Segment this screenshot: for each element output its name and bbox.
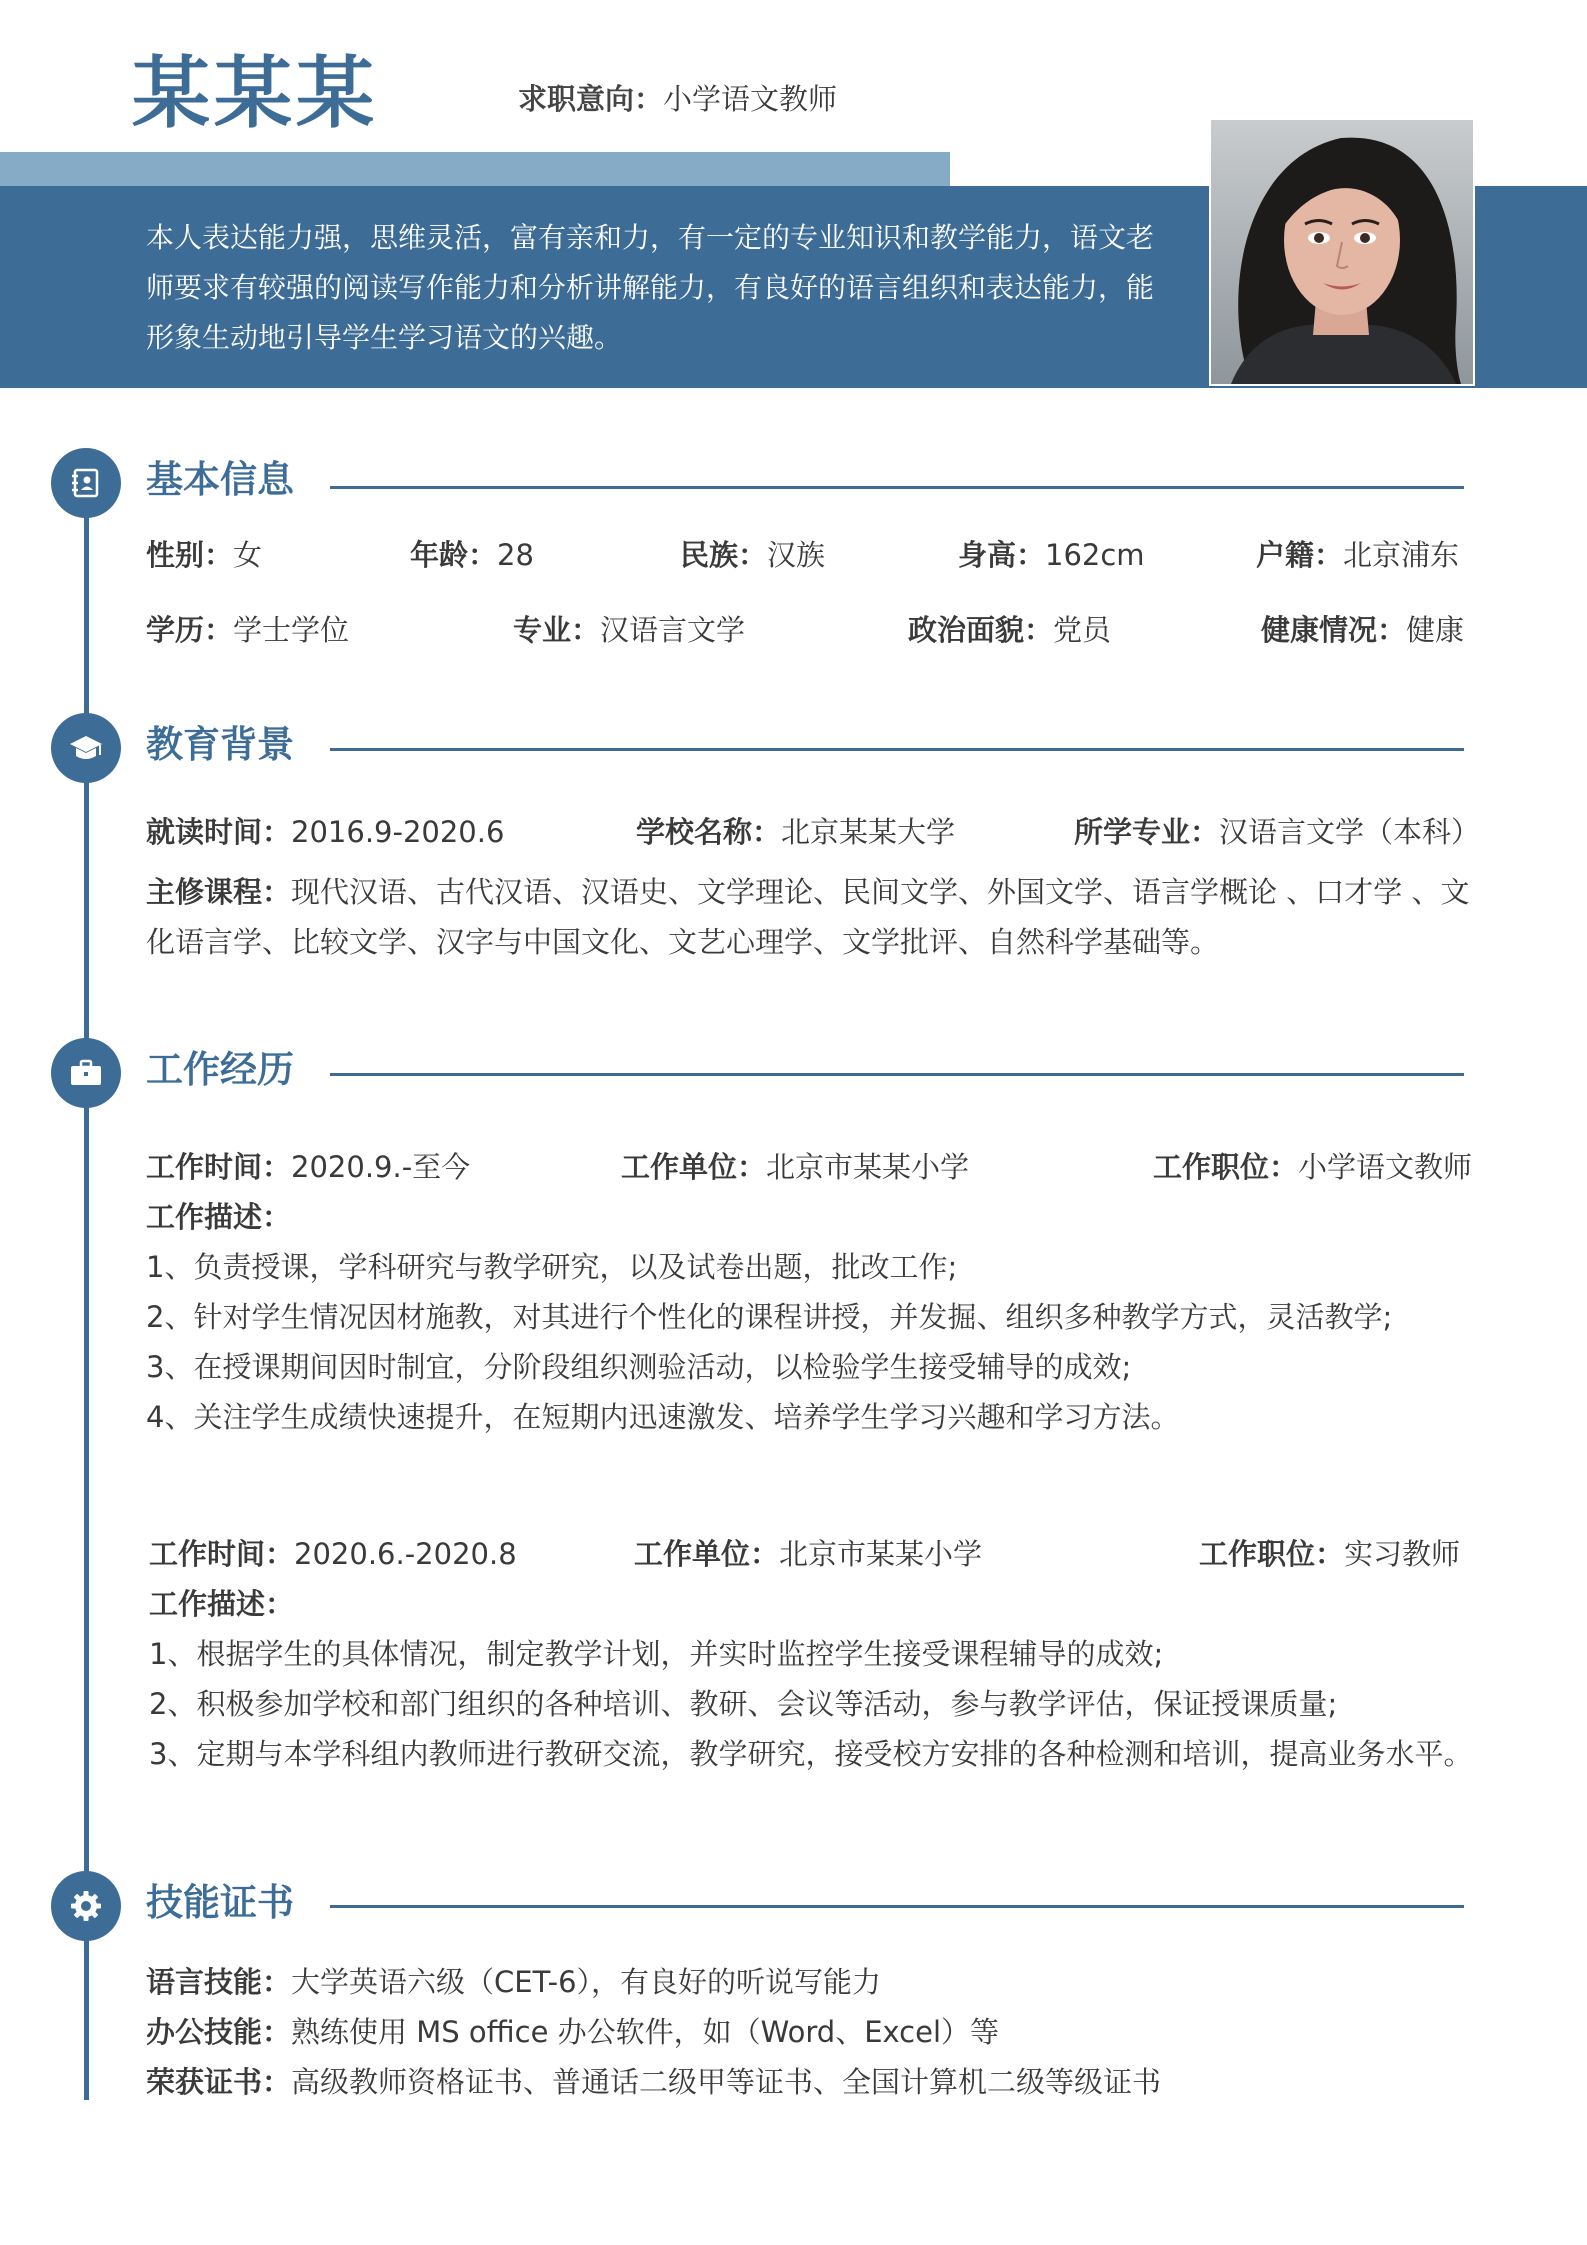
skill-language: 语言技能：大学英语六级（CET-6），有良好的听说写能力 — [146, 1965, 882, 1999]
education-courses: 主修课程：现代汉语、古代汉语、汉语史、文学理论、民间文学、外国文学、语言学概论 、口才学 、文化语言学、比较文学、汉字与中国文化、文艺心理学、文学批评、自然科学基础等。 — [146, 875, 1470, 959]
section-divider — [330, 486, 1464, 489]
field-health: 健康情况：健康 — [1261, 613, 1465, 647]
field-hometown: 户籍：北京浦东 — [1256, 538, 1460, 572]
job-1-desc-label: 工作描述： — [146, 1200, 292, 1234]
job-2-time: 工作时间：2020.6.-2020.8 — [149, 1537, 517, 1571]
job-1-time: 工作时间：2020.9.-至今 — [146, 1150, 471, 1184]
job-1-item-1: 1、负责授课，学科研究与教学研究，以及试卷出题，批改工作; — [146, 1250, 958, 1284]
job-1-position: 工作职位：小学语文教师 — [1153, 1150, 1473, 1184]
resume-name: 某某某 — [132, 49, 379, 139]
job-2-position: 工作职位：实习教师 — [1199, 1537, 1461, 1571]
job-1-item-2: 2、针对学生情况因材施教，对其进行个性化的课程讲授，并发掘、组织多种教学方式，灵活教学; — [146, 1300, 1393, 1334]
job-intent-label: 求职意向： — [518, 82, 664, 116]
briefcase-icon — [51, 1038, 121, 1108]
profile-photo — [1209, 118, 1475, 386]
gear-icon — [51, 1871, 121, 1941]
self-summary: 本人表达能力强，思维灵活，富有亲和力，有一定的专业知识和教学能力，语文老师要求有较强的阅读写作能力和分析讲解能力，有良好的语言组织和表达能力，能形象生动地引导学生学习语文的兴趣。 — [146, 221, 1155, 354]
job-2-item-2: 2、积极参加学校和部门组织的各种培训、教研、会议等活动，参与教学评估，保证授课质量; — [149, 1687, 1338, 1721]
job-2-desc-label: 工作描述： — [149, 1587, 295, 1621]
field-degree: 学历：学士学位 — [146, 613, 350, 647]
job-1-item-4: 4、关注学生成绩快速提升，在短期内迅速激发、培养学生学习兴趣和学习方法。 — [146, 1400, 1180, 1434]
job-1-item-3: 3、在授课期间因时制宜，分阶段组织测验活动，以检验学生接受辅导的成效; — [146, 1350, 1132, 1384]
job-2-item-1: 1、根据学生的具体情况，制定教学计划，并实时监控学生接受课程辅导的成效; — [149, 1637, 1164, 1671]
education-major: 所学专业：汉语言文学（本科） — [1074, 815, 1481, 849]
job-intent-value: 小学语文教师 — [663, 82, 838, 116]
field-age: 年龄：28 — [410, 538, 534, 572]
job-2-unit: 工作单位：北京市某某小学 — [634, 1537, 983, 1571]
field-major: 专业：汉语言文学 — [513, 613, 746, 647]
job-intent — [518, 82, 837, 117]
skill-office: 办公技能：熟练使用 MS office 办公软件，如（Word、Excel）等 — [146, 2015, 1000, 2049]
graduation-cap-icon — [51, 713, 121, 783]
field-ethnicity: 民族：汉族 — [680, 538, 826, 572]
field-political-status: 政治面貌：党员 — [908, 613, 1112, 647]
job-1-unit: 工作单位：北京市某某小学 — [621, 1150, 970, 1184]
section-title-work: 工作经历 — [146, 1048, 294, 1091]
contact-book-icon — [51, 448, 121, 518]
education-period: 就读时间：2016.9-2020.6 — [146, 815, 505, 849]
header-accent-band — [0, 152, 950, 186]
field-gender: 性别：女 — [146, 538, 263, 572]
section-divider — [330, 1905, 1464, 1908]
section-title-education: 教育背景 — [146, 723, 294, 766]
job-2-item-3: 3、定期与本学科组内教师进行教研交流，教学研究，接受校方安排的各种检测和培训，提高业务水平。 — [149, 1737, 1473, 1771]
education-school: 学校名称：北京某某大学 — [636, 815, 956, 849]
section-divider — [330, 1073, 1464, 1076]
section-title-basic-info: 基本信息 — [146, 458, 294, 501]
skill-certificates: 荣获证书：高级教师资格证书、普通话二级甲等证书、全国计算机二级等级证书 — [146, 2065, 1162, 2099]
section-title-skills: 技能证书 — [146, 1881, 294, 1924]
field-height: 身高：162cm — [958, 538, 1145, 572]
section-divider — [330, 748, 1464, 751]
